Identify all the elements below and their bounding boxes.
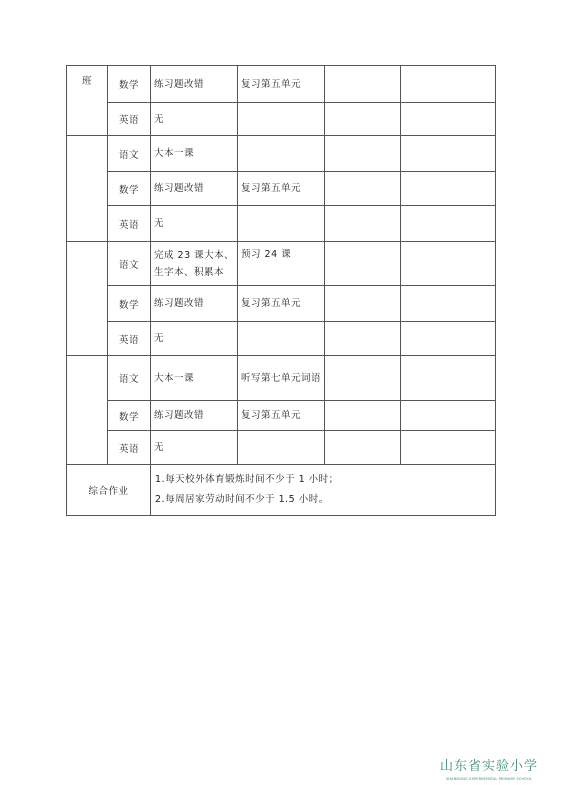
homework-cell (325, 172, 401, 206)
homework-cell: 听写第七单元词语 (238, 356, 325, 401)
homework-cell (401, 242, 496, 286)
table-row (67, 172, 496, 206)
table-row (67, 103, 496, 136)
homework-cell: 复习第五单元 (238, 401, 325, 431)
homework-cell: 练习题改错 (151, 401, 238, 431)
table-row (67, 66, 496, 103)
table-row (67, 431, 496, 465)
subject-cell: 数学 (108, 172, 151, 206)
homework-table (66, 65, 496, 516)
homework-cell: 练习题改错 (151, 66, 238, 103)
homework-cell (401, 172, 496, 206)
homework-cell (401, 356, 496, 401)
table-row (67, 401, 496, 431)
subject-cell: 数学 (108, 286, 151, 322)
homework-cell (325, 103, 401, 136)
homework-cell (238, 322, 325, 356)
homework-cell (401, 103, 496, 136)
subject-cell: 英语 (108, 103, 151, 136)
homework-cell (325, 136, 401, 172)
homework-cell (401, 286, 496, 322)
homework-cell (325, 286, 401, 322)
homework-cell (401, 431, 496, 465)
homework-cell (401, 401, 496, 431)
class-cell (67, 356, 108, 465)
homework-cell: 无 (151, 206, 238, 242)
homework-cell: 练习题改错 (151, 286, 238, 322)
homework-cell: 大本一课 (151, 356, 238, 401)
homework-cell: 预习 24 课 (238, 242, 325, 286)
homework-cell (325, 356, 401, 401)
table-row (67, 286, 496, 322)
school-logo (439, 758, 539, 790)
homework-cell: 无 (151, 103, 238, 136)
homework-cell (325, 322, 401, 356)
table-row (67, 136, 496, 172)
subject-cell: 数学 (108, 66, 151, 103)
subject-cell: 语文 (108, 136, 151, 172)
homework-cell: 复习第五单元 (238, 172, 325, 206)
homework-cell: 复习第五单元 (238, 66, 325, 103)
class-cell (67, 242, 108, 356)
homework-cell (238, 136, 325, 172)
summary-content (151, 465, 496, 516)
table-row (67, 465, 496, 516)
homework-cell (325, 206, 401, 242)
homework-cell (325, 401, 401, 431)
subject-cell: 英语 (108, 206, 151, 242)
homework-cell (238, 431, 325, 465)
class-cell: 班 (67, 66, 108, 136)
homework-cell: 无 (151, 322, 238, 356)
summary-line: 2.每周居家劳动时间不少于 1.5 小时。 (155, 494, 329, 505)
homework-cell (238, 206, 325, 242)
table-row (67, 356, 496, 401)
summary-line: 1.每天校外体育锻炼时间不少于 1 小时； (155, 474, 339, 485)
table-row (67, 322, 496, 356)
homework-cell (401, 66, 496, 103)
school-logo-name: 山东省实验小学 (439, 759, 538, 774)
homework-cell (325, 431, 401, 465)
homework-cell (401, 136, 496, 172)
homework-cell (401, 206, 496, 242)
table-row (67, 206, 496, 242)
homework-cell: 练习题改错 (151, 172, 238, 206)
subject-cell: 语文 (108, 356, 151, 401)
homework-cell (325, 66, 401, 103)
class-cell (67, 136, 108, 242)
summary-label: 综合作业 (67, 465, 151, 516)
subject-cell: 英语 (108, 322, 151, 356)
table-row (67, 242, 496, 286)
school-logo-english: SHANDONG EXPERIMENTAL PRIMARY SCHOOL (445, 777, 533, 781)
subject-cell: 语文 (108, 242, 151, 286)
homework-cell (325, 242, 401, 286)
homework-cell (238, 103, 325, 136)
homework-cell: 完成 23 课大本、生字本、积累本 (151, 242, 238, 286)
homework-cell (401, 322, 496, 356)
homework-cell: 大本一课 (151, 136, 238, 172)
subject-cell: 英语 (108, 431, 151, 465)
homework-cell: 无 (151, 431, 238, 465)
homework-cell: 复习第五单元 (238, 286, 325, 322)
subject-cell: 数学 (108, 401, 151, 431)
